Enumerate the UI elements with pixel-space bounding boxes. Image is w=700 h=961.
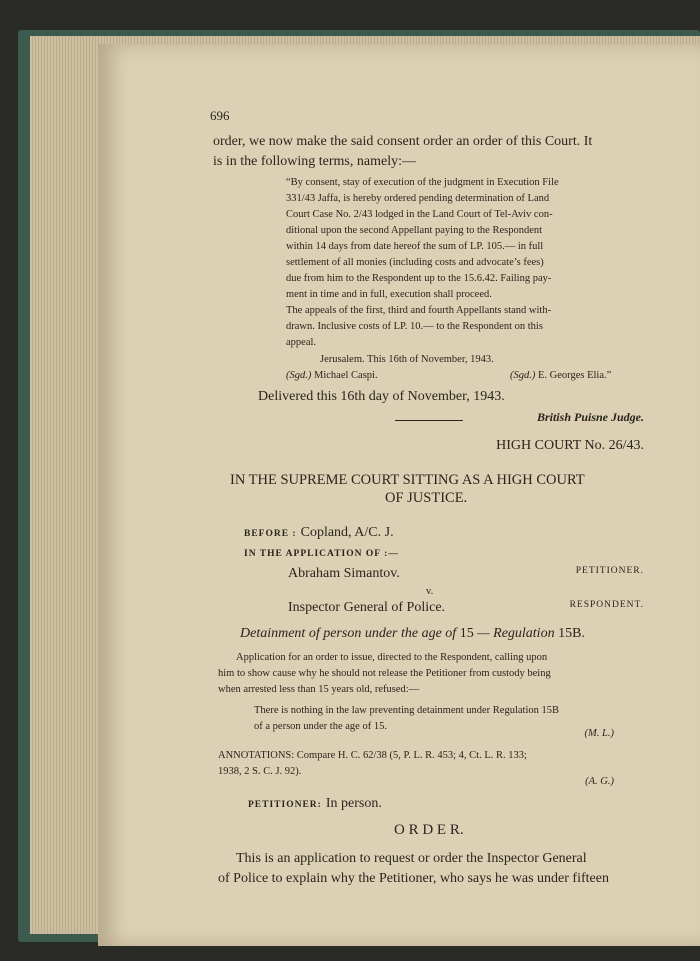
subject-part: Detainment of person under the age of [240, 626, 457, 641]
quote-line: 331/43 Jaffa, is hereby ordered pending determination of Land [286, 193, 550, 204]
quote-line: drawn. Inclusive costs of LP. 10.— to the Respondent on this [286, 321, 543, 332]
respondent-name: Inspector General of Police. [288, 600, 446, 615]
signing-place-date: Jerusalem. This 16th of November, 1943. [320, 354, 494, 365]
delivered-line: Delivered this 16th day of November, 1943. [258, 389, 505, 404]
summary-line: when arrested less than 15 years old, refused:— [218, 684, 420, 695]
signatory-name: E. Georges Elia.” [538, 370, 612, 381]
before-label: BEFORE : [244, 529, 297, 539]
headnote-initials: (M. L.) [584, 728, 614, 739]
text-line: order, we now make the said consent order an order of this Court. It [213, 134, 593, 149]
signatory-name: Michael Caspi. [314, 370, 378, 381]
subject-part: 15B. [558, 626, 585, 641]
order-heading: O R D E R. [394, 822, 464, 838]
sgd-label: (Sgd.) [510, 370, 536, 381]
court-title: IN THE SUPREME COURT SITTING AS A HIGH COURT [230, 472, 585, 488]
quote-line: Court Case No. 2/43 lodged in the Land Court of Tel-Aviv con- [286, 209, 553, 220]
quote-line: ment in time and in full, execution shall proceed. [286, 289, 492, 300]
subject-line [240, 626, 585, 642]
sgd-label: (Sgd.) [286, 370, 312, 381]
respondent-label: RESPONDENT. [569, 600, 644, 610]
text-line: is in the following terms, namely:— [213, 154, 416, 169]
page-number: 696 [210, 108, 230, 123]
signature-right [510, 370, 611, 381]
subject-part: 15 [459, 626, 474, 641]
headnote-line: There is nothing in the law preventing detainment under Regulation 15B [254, 705, 560, 716]
quote-line: within 14 days from date hereof the sum of LP. 105.— in full [286, 241, 544, 252]
judge-name: Copland, A/C. J. [300, 525, 394, 540]
judge-title: British Puisne Judge. [536, 410, 644, 424]
versus: v. [426, 586, 434, 597]
petitioner-appearance-label: PETITIONER: [248, 800, 322, 810]
petitioner-appearance [248, 794, 382, 812]
court-title: OF JUSTICE. [385, 490, 468, 506]
order-text-line: of Police to explain why the Petitioner, who says he was under fifteen [218, 871, 609, 886]
headnote-line: of a person under the age of 15. [254, 721, 387, 732]
subject-part: — Regulation [477, 626, 555, 641]
petitioner-label: PETITIONER. [575, 566, 644, 576]
signature-left [286, 370, 378, 381]
quote-line: ditional upon the second Appellant paying to the Respondent [286, 225, 543, 236]
application-label: IN THE APPLICATION OF :— [244, 549, 399, 559]
quote-line: The appeals of the first, third and fourth Appellants stand with- [286, 305, 552, 316]
quote-line: “By consent, stay of execution of the judgment in Execution File [286, 177, 559, 188]
annotations-initials: (A. G.) [585, 776, 614, 787]
petitioner-appearance-text: In person. [325, 796, 382, 811]
order-text-line: This is an application to request or order the Inspector General [236, 851, 587, 866]
case-reference: HIGH COURT No. 26/43. [496, 438, 644, 453]
annotation-line: 1938, 2 S. C. J. 92). [218, 766, 302, 777]
separator-rule [395, 420, 463, 421]
before-line [244, 523, 394, 541]
quote-line: settlement of all monies (including costs and advocate’s fees) [286, 257, 544, 268]
summary-line: Application for an order to issue, directed to the Respondent, calling upon [236, 652, 548, 663]
petitioner-name: Abraham Simantov. [288, 566, 400, 581]
book-page [98, 44, 700, 946]
quote-line: due from him to the Respondent up to the 15.6.42. Failing pay- [286, 273, 552, 284]
summary-line: him to show cause why he should not release the Petitioner from custody being [218, 668, 551, 679]
quote-line: appeal. [286, 337, 317, 348]
annotation-line: ANNOTATIONS: Compare H. C. 62/38 (5, P. L. R. 453; 4, Ct. L. R. 133; [218, 750, 527, 761]
